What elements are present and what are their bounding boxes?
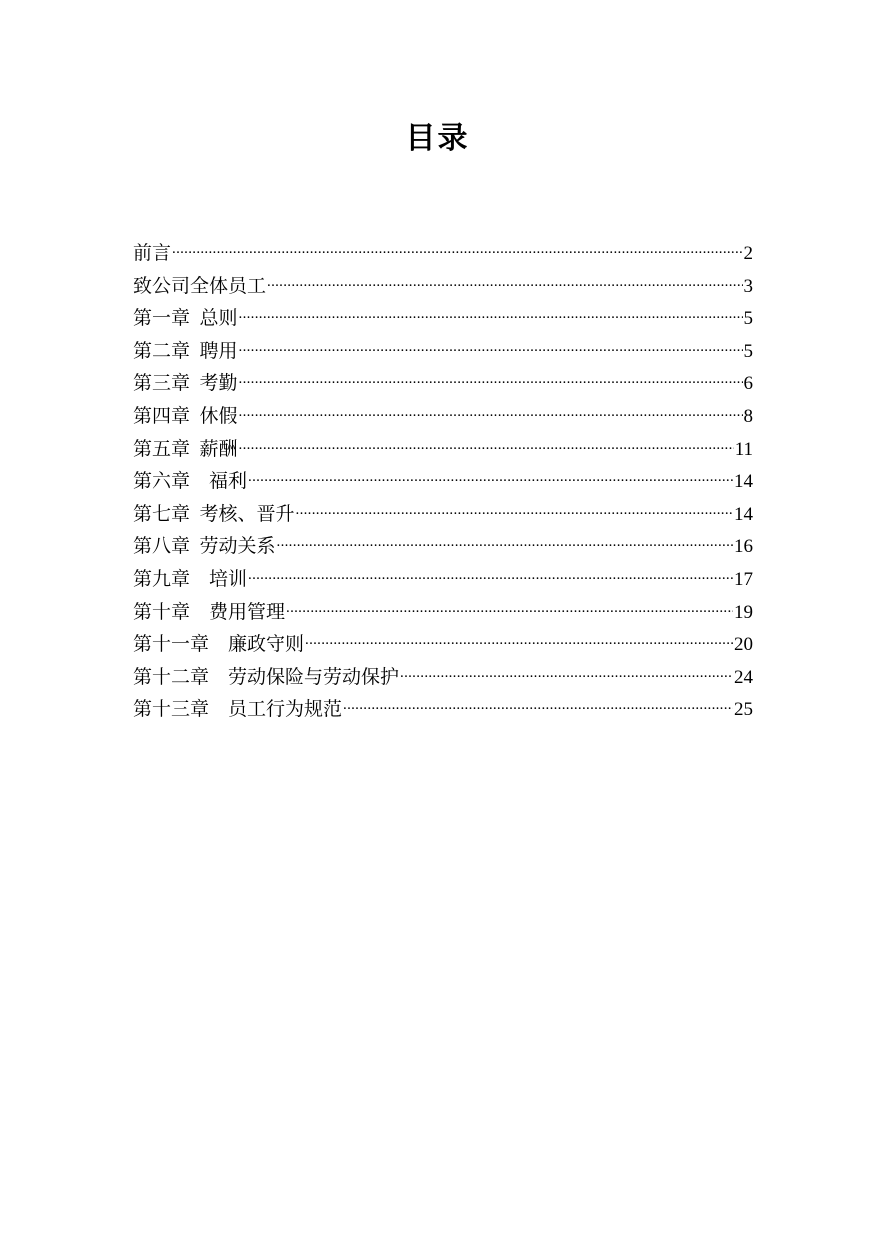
toc-entry bbox=[133, 662, 753, 695]
toc-dot-leader bbox=[286, 598, 733, 618]
toc-entry bbox=[133, 271, 753, 304]
toc-entry bbox=[133, 401, 753, 434]
toc-entry-page: 19 bbox=[734, 601, 753, 623]
toc-dot-leader bbox=[239, 402, 743, 422]
toc-entry bbox=[133, 368, 753, 401]
toc-entry-page: 20 bbox=[734, 634, 753, 656]
toc-entry-label: 第七章 考核、晋升 bbox=[133, 503, 295, 525]
toc-entry-label: 第六章 福利 bbox=[133, 471, 248, 493]
toc-entry-page: 25 bbox=[734, 699, 753, 721]
toc-dot-leader bbox=[343, 695, 733, 715]
toc-entry bbox=[133, 694, 753, 727]
toc-entry-label: 第十二章 劳动保险与劳动保护 bbox=[133, 666, 400, 688]
toc-entry bbox=[133, 629, 753, 662]
toc-entry-page: 14 bbox=[734, 503, 753, 525]
toc-entry bbox=[133, 597, 753, 630]
toc-entry bbox=[133, 531, 753, 564]
toc-entry-page: 6 bbox=[743, 373, 753, 395]
toc-entry-page: 16 bbox=[734, 536, 753, 558]
toc-dot-leader bbox=[296, 500, 733, 520]
toc-entry-page: 5 bbox=[743, 340, 753, 362]
toc-entry-label: 第八章 劳动关系 bbox=[133, 536, 276, 558]
toc-entry-label: 第九章 培训 bbox=[133, 568, 248, 590]
toc-entry-page: 3 bbox=[743, 275, 753, 297]
toc-entry-label: 第一章 总则 bbox=[133, 308, 238, 330]
toc-entry bbox=[133, 336, 753, 369]
toc-entry-label: 第五章 薪酬 bbox=[133, 438, 238, 460]
page-title: 目录 bbox=[405, 122, 470, 155]
toc-dot-leader bbox=[267, 272, 742, 292]
toc-entry-page: 11 bbox=[734, 438, 753, 460]
toc-entry bbox=[133, 499, 753, 532]
toc-entry-page: 2 bbox=[743, 243, 753, 264]
toc-dot-leader bbox=[172, 239, 742, 259]
toc-entry-label: 第十章 费用管理 bbox=[133, 601, 286, 623]
toc-entry-label: 第十一章 廉政守则 bbox=[133, 634, 305, 656]
toc-entry bbox=[133, 238, 753, 271]
toc-dot-leader bbox=[239, 369, 743, 389]
toc-entry-page: 14 bbox=[734, 471, 753, 493]
toc-entry-page: 24 bbox=[734, 666, 753, 688]
table-of-contents bbox=[133, 238, 753, 727]
toc-dot-leader bbox=[248, 565, 733, 585]
toc-entry-label: 第十三章 员工行为规范 bbox=[133, 699, 343, 721]
toc-dot-leader bbox=[277, 532, 733, 552]
toc-entry-label: 前言 bbox=[133, 243, 172, 264]
toc-entry-page: 5 bbox=[743, 308, 753, 330]
toc-entry-label: 第三章 考勤 bbox=[133, 373, 238, 395]
toc-dot-leader bbox=[239, 435, 734, 455]
toc-dot-leader bbox=[305, 630, 733, 650]
toc-entry bbox=[133, 303, 753, 336]
toc-entry bbox=[133, 564, 753, 597]
toc-entry-label: 第四章 休假 bbox=[133, 405, 238, 427]
toc-entry bbox=[133, 434, 753, 467]
toc-entry-label: 致公司全体员工 bbox=[133, 275, 267, 297]
toc-entry-page: 8 bbox=[743, 405, 753, 427]
toc-entry-label: 第二章 聘用 bbox=[133, 340, 238, 362]
toc-dot-leader bbox=[400, 663, 733, 683]
toc-dot-leader bbox=[248, 467, 733, 487]
toc-entry bbox=[133, 466, 753, 499]
toc-dot-leader bbox=[239, 304, 743, 324]
toc-dot-leader bbox=[239, 337, 743, 357]
toc-entry-page: 17 bbox=[734, 568, 753, 590]
